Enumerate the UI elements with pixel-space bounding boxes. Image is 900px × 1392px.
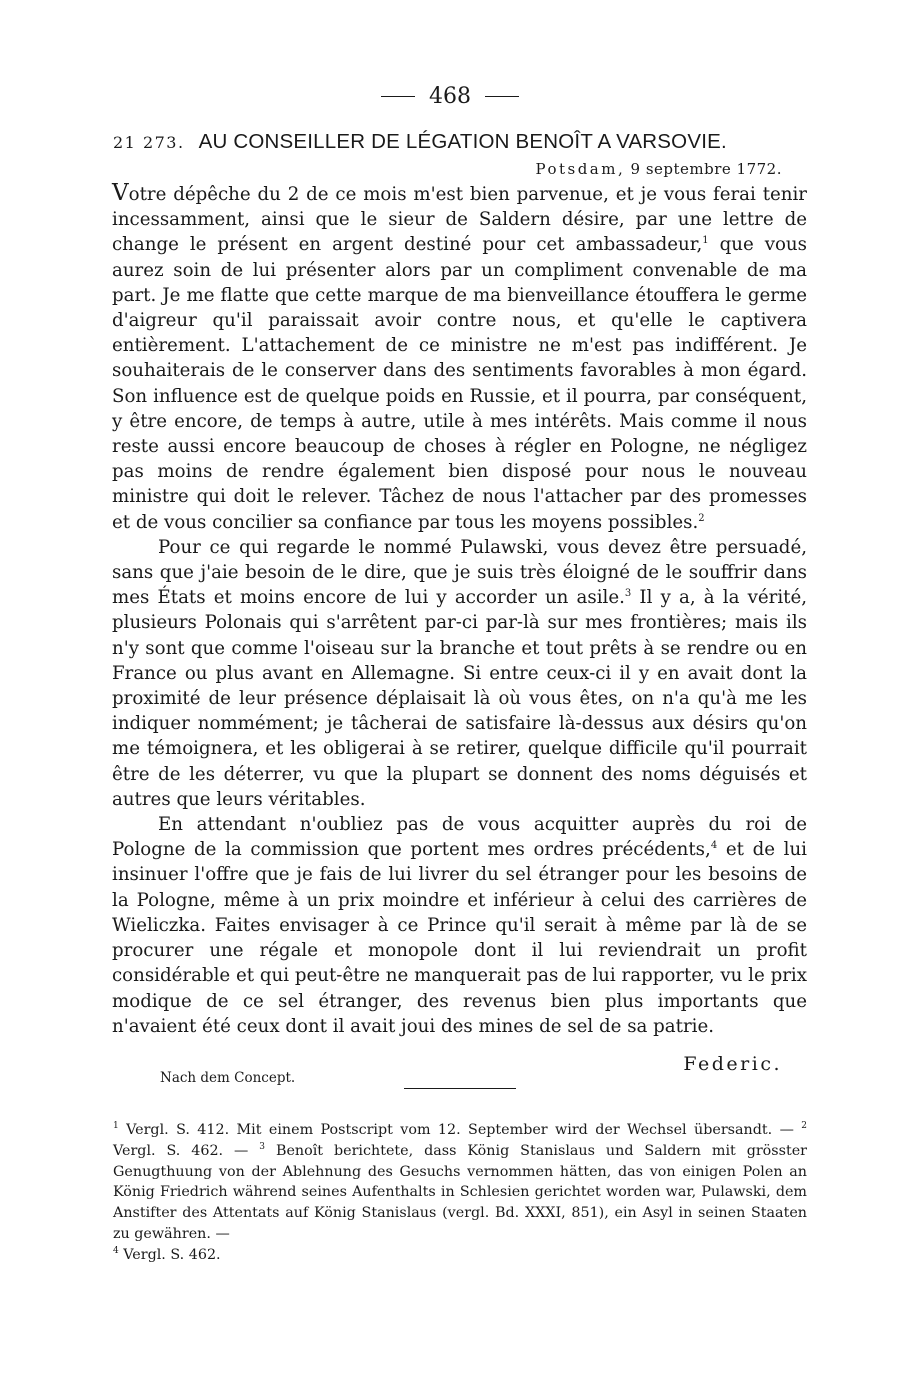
footnote-ref-2: 2 <box>698 512 705 524</box>
letter-date: 9 septembre 1772. <box>630 160 782 178</box>
footnote-text-3: Benoît berichtete, dass König Stanislaus und Saldern mit grösster Genugthuung von der Ablehnung des Gesuchs vernommen hätten, das von einigen Polen an König Friedrich während seines Aufenthalts in Schlesien gerichtet worden war, Pulawski, dem Anstifter des Attentats auf König Stanislaus (vergl. Bd. XXXI, 851), ein Asyl in seinen Staaten zu gewähren. — <box>113 1142 808 1242</box>
paragraph-1 <box>112 181 807 535</box>
footnote-mark-4: 4 <box>113 1246 119 1257</box>
paragraph-2-text-a: Pour ce qui regarde le nommé Pulawski, vous devez être persuadé, sans que j'aie besoin de le dire, que je suis très éloigné de le souffrir dans mes États et moins encore de lui y accorder un asile. <box>112 536 807 609</box>
footnote-ref-4: 4 <box>710 840 718 852</box>
drop-cap: V <box>112 180 129 206</box>
footnote-text-2: Vergl. S. 462. — <box>113 1142 260 1159</box>
signature: Federic. <box>683 1053 782 1075</box>
footnote-ref-3: 3 <box>624 588 632 600</box>
header-dash-right <box>485 96 519 97</box>
letter-body <box>112 181 807 1039</box>
paragraph-1-text-b: que vous aurez soin de lui présenter alors par un compliment convenable de ma part. Je me flatte que cette marque de ma bienveillance étouffera le germe d'aigreur qu'il paraissait avoir contre nous, et qu'elle le captivera entièrement. L'attachement de ce ministre ne m'est pas indifférent. Je souhaiterais de le conserver dans des sentiments favorables à mon égard. Son influence est de quelque poids en Russie, et il pourra, par conséquent, y être encore, de temps à autre, utile à mes intérêts. Mais comme il nous reste aussi encore beaucoup de choses à régler en Pologne, ne négligez pas moins de rendre également bien disposé pour nous le nouveau ministre qui doit le relever. Tâchez de nous l'attacher par des promesses et de vous concilier sa confiance par tous les moyens possibles. <box>112 234 807 533</box>
letter-place: Potsdam, <box>535 160 626 178</box>
footnote-separator <box>404 1088 516 1089</box>
footnote-block <box>113 1120 807 1266</box>
page-header <box>0 84 900 109</box>
footnote-mark-2: 2 <box>801 1121 807 1132</box>
letter-heading <box>113 130 807 154</box>
paragraph-2 <box>112 535 807 812</box>
footnotes <box>113 1120 807 1266</box>
footnote-mark-1: 1 <box>113 1121 119 1132</box>
paragraph-3-text-a: En attendant n'oubliez pas de vous acquitter auprès du roi de Pologne de la commission que portent mes ordres précédents, <box>112 814 807 861</box>
header-dash-left <box>381 96 415 97</box>
footnote-ref-1: 1 <box>702 235 709 247</box>
letter-number: 21 273. <box>113 133 185 152</box>
footnote-mark-3: 3 <box>259 1142 266 1153</box>
paragraph-2-text-b: Il y a, à la vérité, plusieurs Polonais qui s'arrêtent par-ci par-là sur mes frontières; mais ils n'y sont que comme l'oiseau sur la branche et tout prêts à se rendre ou en France ou plus avant en Allemagne. Si entre ceux-ci il y en avait dont la proximité de leur présence déplaisait là où vous êtes, on n'a qu'à me les indiquer nommément; je tâcherai de satisfaire là-dessus aux désirs qu'on me témoignera, et les obligerai à se retirer, quelque difficile qu'il pourrait être de les déterrer, vu que la plupart se donnent des noms déguisés et autres que leurs véritables. <box>112 587 807 810</box>
footnote-text-4: Vergl. S. 462. <box>118 1246 221 1263</box>
letter-title: AU CONSEILLER DE LÉGATION BENOÎT A VARSOVIE. <box>198 130 727 153</box>
paragraph-3 <box>112 812 807 1039</box>
place-date-line <box>535 160 782 178</box>
page-number: 468 <box>429 84 471 109</box>
source-note: Nach dem Concept. <box>160 1070 296 1086</box>
paragraph-1-text-a: otre dépêche du 2 de ce mois m'est bien parvenue, et je vous ferai tenir incessamment, ainsi que le sieur de Saldern désire, par une lettre de change le présent en argent destiné pour cet ambassadeur, <box>112 184 807 256</box>
paragraph-3-text-b: et de lui insinuer l'offre que je fais de lui livrer du sel étranger pour les besoins de la Pologne, même à un prix moindre et inférieur à celui des carrières de Wieliczka. Faites envisager à ce Prince qu'il serait à même par là de se procurer une régale et monopole dont il lui reviendrait un profit considérable et qui peut-être ne manquerait pas de lui rapporter, vu le prix modique de ce sel étranger, des revenus bien plus importants que n'avaient été ceux dont il avait joui des mines de sel de sa patrie. <box>112 839 807 1037</box>
footnote-text-1: Vergl. S. 412. Mit einem Postscript vom 12. September wird der Wechsel übersandt. — <box>118 1122 802 1138</box>
